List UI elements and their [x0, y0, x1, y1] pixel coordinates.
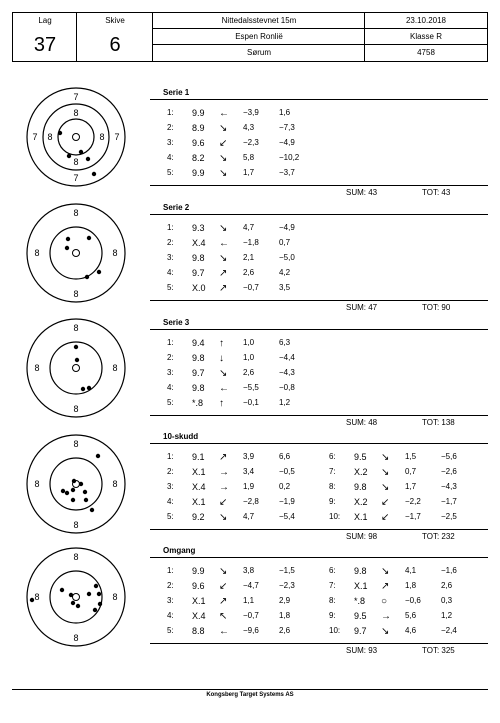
- shot-direction-icon: ↘: [219, 123, 228, 134]
- shot-number: 4:: [167, 268, 174, 277]
- shot-hole: [71, 498, 75, 502]
- shot-hole: [93, 608, 97, 612]
- shooter-name: Espen Ronlië: [235, 32, 283, 41]
- skive-cell: [77, 13, 153, 61]
- skive-label: Skive: [105, 16, 125, 25]
- shot-hole: [69, 593, 73, 597]
- svg-text:8: 8: [73, 323, 79, 333]
- shot-hole: [75, 358, 79, 362]
- shot-direction-icon: ↙: [381, 497, 390, 508]
- shot-direction-icon: →: [219, 482, 229, 493]
- shot-number: 5:: [167, 398, 174, 407]
- shot-score: X.2: [354, 467, 368, 477]
- shot-hole: [97, 592, 101, 596]
- shot-y: −1,5: [279, 566, 295, 575]
- shot-score: X.1: [192, 497, 206, 507]
- shot-hole: [61, 489, 65, 493]
- shot-number: 2:: [167, 467, 174, 476]
- svg-text:8: 8: [112, 248, 118, 258]
- shot-score: *.8: [354, 596, 366, 606]
- shot-hole: [71, 601, 75, 605]
- shot-score: X.2: [354, 497, 368, 507]
- shot-y: 2,9: [279, 596, 291, 605]
- shot-x: −2,8: [243, 497, 259, 506]
- shot-y: −4,3: [279, 368, 295, 377]
- shot-number: 9:: [329, 497, 336, 506]
- series-sum: SUM: 43: [346, 188, 378, 197]
- shot-hole: [87, 236, 91, 240]
- svg-text:8: 8: [73, 404, 79, 414]
- shot-x: 1,0: [243, 338, 255, 347]
- shot-number: 4:: [167, 383, 174, 392]
- shot-hole: [79, 150, 83, 154]
- shot-direction-icon: ↘: [381, 626, 390, 637]
- shot-direction-icon: ↘: [381, 566, 390, 577]
- series-sum: SUM: 98: [346, 532, 378, 541]
- shot-y: −7,3: [279, 123, 295, 132]
- shot-y: −10,2: [279, 153, 300, 162]
- series-title: Serie 1: [163, 88, 190, 97]
- shot-number: 2:: [167, 238, 174, 247]
- shot-x: −2,3: [243, 138, 259, 147]
- shot-number: 9:: [329, 611, 336, 620]
- shot-number: 5:: [167, 512, 174, 521]
- shot-direction-icon: ↖: [219, 611, 228, 622]
- shot-number: 3:: [167, 368, 174, 377]
- shot-x: 4,7: [243, 223, 255, 232]
- shot-number: 3:: [167, 138, 174, 147]
- series-title: 10-skudd: [163, 432, 199, 441]
- shot-x: −0,7: [243, 283, 259, 292]
- shot-score: 9.1: [192, 452, 205, 462]
- shot-direction-icon: ↘: [381, 467, 390, 478]
- shot-direction-icon: ↘: [381, 452, 390, 463]
- shot-number: 7:: [329, 467, 336, 476]
- shot-number: 3:: [167, 253, 174, 262]
- shot-y: −5,4: [279, 512, 295, 521]
- shot-hole: [87, 386, 91, 390]
- svg-text:8: 8: [34, 248, 40, 258]
- shot-direction-icon: ↑: [219, 398, 224, 409]
- shot-number: 4:: [167, 611, 174, 620]
- shot-direction-icon: ↗: [219, 283, 228, 294]
- shooter-class: Klasse R: [409, 32, 442, 41]
- series-sum: SUM: 47: [346, 303, 378, 312]
- shooter-id: 4758: [417, 48, 435, 57]
- shot-hole: [86, 157, 90, 161]
- shot-number: 6:: [329, 566, 336, 575]
- series-sum: SUM: 93: [346, 646, 378, 655]
- shot-x: 4,3: [243, 123, 255, 132]
- svg-text:8: 8: [73, 520, 79, 530]
- target-10-skudd: [27, 435, 125, 533]
- shot-number: 10:: [329, 626, 341, 635]
- shot-y: −1,6: [441, 566, 457, 575]
- shot-direction-icon: ←: [219, 626, 229, 637]
- shot-x: 3,4: [243, 467, 255, 476]
- shot-score: 9.5: [354, 452, 367, 462]
- target-omgang: [27, 548, 125, 646]
- shot-number: 1:: [167, 566, 174, 575]
- shot-hole: [79, 482, 83, 486]
- shot-score: X.1: [192, 467, 206, 477]
- shot-y: −5,0: [279, 253, 295, 262]
- shot-x: −0,6: [405, 596, 421, 605]
- shot-y: 6,6: [279, 452, 291, 461]
- shot-direction-icon: ↗: [219, 452, 228, 463]
- shot-score: X.1: [354, 581, 368, 591]
- shot-hole: [96, 454, 100, 458]
- shot-number: 3:: [167, 596, 174, 605]
- footer-text: Kongsberg Target Systems AS: [206, 692, 294, 698]
- shot-direction-icon: ↘: [219, 168, 228, 179]
- shot-number: 5:: [167, 626, 174, 635]
- shot-y: −4,9: [279, 223, 295, 232]
- shot-number: 1:: [167, 108, 174, 117]
- shot-hole: [72, 479, 76, 483]
- shot-score: 9.8: [192, 383, 205, 393]
- shot-number: 2:: [167, 353, 174, 362]
- shot-number: 4:: [167, 497, 174, 506]
- shot-direction-icon: ↙: [219, 138, 228, 149]
- shot-y: −2,4: [441, 626, 457, 635]
- shot-hole: [97, 270, 101, 274]
- shot-hole: [65, 491, 69, 495]
- shot-hole: [58, 131, 62, 135]
- svg-text:8: 8: [34, 592, 40, 602]
- shot-hole: [83, 490, 87, 494]
- shot-score: X.1: [354, 512, 368, 522]
- svg-text:8: 8: [112, 592, 118, 602]
- shot-x: −2,2: [405, 497, 421, 506]
- shot-x: 5,8: [243, 153, 255, 162]
- ring-label: 8: [99, 132, 105, 142]
- shot-y: −2,5: [441, 512, 457, 521]
- skive-value: 6: [109, 34, 121, 56]
- shot-direction-icon: ↙: [219, 497, 228, 508]
- shot-x: 2,1: [243, 253, 255, 262]
- ring-label: 7: [73, 173, 79, 183]
- shot-number: 7:: [329, 581, 336, 590]
- shot-score: 8.2: [192, 153, 205, 163]
- shot-score: 9.6: [192, 581, 205, 591]
- shot-y: 1,2: [279, 398, 291, 407]
- shot-x: 1,9: [243, 482, 255, 491]
- shot-direction-icon: ↙: [219, 581, 228, 592]
- shot-y: −0,8: [279, 383, 295, 392]
- shot-direction-icon: ↗: [381, 581, 390, 592]
- event-date: 23.10.2018: [405, 16, 447, 25]
- shot-hole: [66, 237, 70, 241]
- series-title: Omgang: [163, 546, 196, 555]
- shot-y: −4,3: [441, 482, 457, 491]
- shot-score: X.1: [192, 596, 206, 606]
- event-name: Nittedalsstevnet 15m: [221, 16, 297, 25]
- shot-y: −3,7: [279, 168, 295, 177]
- shot-score: X.4: [192, 482, 206, 492]
- svg-text:8: 8: [73, 552, 79, 562]
- shot-y: 1,2: [441, 611, 453, 620]
- shot-y: 0,7: [279, 238, 291, 247]
- shot-hole: [71, 488, 75, 492]
- series-total: TOT: 232: [422, 532, 455, 541]
- svg-text:8: 8: [34, 363, 40, 373]
- shot-x: 4,1: [405, 566, 417, 575]
- shot-y: 0,3: [441, 596, 453, 605]
- shot-x: 1,1: [243, 596, 255, 605]
- shot-score: 9.8: [354, 482, 367, 492]
- shot-x: 5,6: [405, 611, 417, 620]
- shot-direction-icon: ↘: [219, 566, 228, 577]
- shot-y: −2,3: [279, 581, 295, 590]
- svg-text:8: 8: [73, 208, 79, 218]
- shot-direction-icon: ↘: [219, 512, 228, 523]
- shot-direction-icon: ←: [219, 108, 229, 119]
- shot-direction-icon: ↓: [219, 353, 224, 364]
- shot-x: 0,7: [405, 467, 417, 476]
- shot-x: 1,8: [405, 581, 417, 590]
- ring-label: 7: [73, 92, 79, 102]
- shot-score: 9.8: [192, 353, 205, 363]
- shot-hole: [81, 387, 85, 391]
- shot-y: 1,8: [279, 611, 291, 620]
- shot-direction-icon: ↘: [219, 153, 228, 164]
- shot-direction-icon: →: [381, 611, 391, 622]
- shot-number: 6:: [329, 452, 336, 461]
- shot-number: 1:: [167, 452, 174, 461]
- shot-number: 5:: [167, 283, 174, 292]
- shot-number: 5:: [167, 168, 174, 177]
- shot-direction-icon: ↘: [219, 223, 228, 234]
- shot-x: −3,9: [243, 108, 259, 117]
- series-sum: SUM: 48: [346, 418, 378, 427]
- shot-y: −1,7: [441, 497, 457, 506]
- shot-number: 8:: [329, 482, 336, 491]
- shot-score: 8.9: [192, 123, 205, 133]
- shot-direction-icon: ↗: [219, 596, 228, 607]
- shot-x: −4,7: [243, 581, 259, 590]
- shot-x: 2,6: [243, 268, 255, 277]
- target-serie-2: [27, 204, 125, 302]
- shot-hole: [76, 604, 80, 608]
- svg-text:8: 8: [34, 479, 40, 489]
- shot-y: 4,2: [279, 268, 291, 277]
- shot-x: 1,5: [405, 452, 417, 461]
- shot-score: 9.7: [354, 626, 367, 636]
- shot-number: 1:: [167, 338, 174, 347]
- shot-score: 9.8: [354, 566, 367, 576]
- shot-direction-icon: ↘: [381, 482, 390, 493]
- shot-score: *.8: [192, 398, 204, 408]
- shot-y: 3,5: [279, 283, 291, 292]
- svg-text:8: 8: [112, 363, 118, 373]
- shot-score: 9.9: [192, 168, 205, 178]
- svg-text:8: 8: [73, 289, 79, 299]
- shot-score: X.4: [192, 238, 206, 248]
- shot-number: 2:: [167, 123, 174, 132]
- shot-y: −4,4: [279, 353, 295, 362]
- shot-number: 2:: [167, 581, 174, 590]
- shot-x: 4,6: [405, 626, 417, 635]
- lag-value: 37: [33, 34, 57, 56]
- shot-number: 3:: [167, 482, 174, 491]
- shot-hole: [65, 246, 69, 250]
- shot-score: 9.2: [192, 512, 205, 522]
- shot-x: 1,7: [243, 168, 255, 177]
- target-serie-3: [27, 319, 125, 417]
- series-total: TOT: 325: [422, 646, 455, 655]
- ring-label: 7: [114, 132, 120, 142]
- series-title: Serie 2: [163, 203, 190, 212]
- shot-x: 1,7: [405, 482, 417, 491]
- shot-y: 6,3: [279, 338, 291, 347]
- shot-score: 9.9: [192, 108, 205, 118]
- shot-number: 1:: [167, 223, 174, 232]
- shot-direction-icon: ↘: [219, 253, 228, 264]
- shot-x: 4,7: [243, 512, 255, 521]
- shot-direction-icon: ←: [219, 238, 229, 249]
- series-total: TOT: 43: [422, 188, 451, 197]
- shot-score: 9.3: [192, 223, 205, 233]
- ring-label: 8: [73, 108, 79, 118]
- shot-direction-icon: ↗: [219, 268, 228, 279]
- shot-hole: [67, 154, 71, 158]
- shot-hole: [92, 172, 96, 176]
- shot-number: 4:: [167, 153, 174, 162]
- shot-y: −5,6: [441, 452, 457, 461]
- header-table: [12, 12, 488, 62]
- shot-y: −2,6: [441, 467, 457, 476]
- shot-x: −9,6: [243, 626, 259, 635]
- shot-y: −4,9: [279, 138, 295, 147]
- shot-y: 1,6: [279, 108, 291, 117]
- shot-hole: [84, 498, 88, 502]
- shot-score: 9.4: [192, 338, 205, 348]
- targets: [0, 80, 150, 660]
- club-name: Sørum: [247, 48, 271, 57]
- shot-hole: [60, 588, 64, 592]
- svg-text:8: 8: [112, 479, 118, 489]
- series-title: Serie 3: [163, 318, 190, 327]
- lag-label: Lag: [38, 16, 52, 25]
- ring-label: 7: [32, 132, 38, 142]
- shot-score: 9.9: [192, 566, 205, 576]
- shot-direction-icon: ↘: [219, 368, 228, 379]
- lag-cell: [13, 13, 77, 61]
- shot-direction-icon: ←: [219, 383, 229, 394]
- shot-direction-icon: →: [219, 467, 229, 478]
- shot-number: 8:: [329, 596, 336, 605]
- shot-x: −1,7: [405, 512, 421, 521]
- shot-score: 9.6: [192, 138, 205, 148]
- shot-score: X.4: [192, 611, 206, 621]
- shot-y: −0,5: [279, 467, 295, 476]
- shot-y: 0,2: [279, 482, 291, 491]
- shot-y: −1,9: [279, 497, 295, 506]
- shot-hole: [30, 598, 34, 602]
- series-total: TOT: 138: [422, 418, 455, 427]
- shot-y: 2,6: [441, 581, 453, 590]
- shot-x: 2,6: [243, 368, 255, 377]
- shot-x: −5,5: [243, 383, 259, 392]
- shot-x: −0,1: [243, 398, 259, 407]
- shot-x: −1,8: [243, 238, 259, 247]
- ring-label: 8: [73, 157, 79, 167]
- shot-score: 8.8: [192, 626, 205, 636]
- shot-x: −0,7: [243, 611, 259, 620]
- ring-label: 8: [47, 132, 53, 142]
- shot-hole: [98, 602, 102, 606]
- svg-text:8: 8: [73, 439, 79, 449]
- shot-hole: [94, 584, 98, 588]
- shot-direction-icon: ↑: [219, 338, 224, 349]
- shot-x: 3,8: [243, 566, 255, 575]
- shot-hole: [74, 345, 78, 349]
- shot-y: 2,6: [279, 626, 291, 635]
- shot-score: 9.7: [192, 268, 205, 278]
- shot-x: 3,9: [243, 452, 255, 461]
- shot-score: 9.8: [192, 253, 205, 263]
- series-total: TOT: 90: [422, 303, 451, 312]
- shot-hole: [90, 508, 94, 512]
- target-serie-1: [27, 88, 125, 186]
- svg-text:8: 8: [73, 633, 79, 643]
- shot-score: X.0: [192, 283, 206, 293]
- shot-direction-icon: ↙: [381, 512, 390, 523]
- shot-direction-icon: ○: [381, 596, 388, 607]
- shot-score: 9.7: [192, 368, 205, 378]
- shot-number: 10:: [329, 512, 341, 521]
- shot-hole: [85, 275, 89, 279]
- shot-score: 9.5: [354, 611, 367, 621]
- shot-x: 1,0: [243, 353, 255, 362]
- shot-hole: [87, 592, 91, 596]
